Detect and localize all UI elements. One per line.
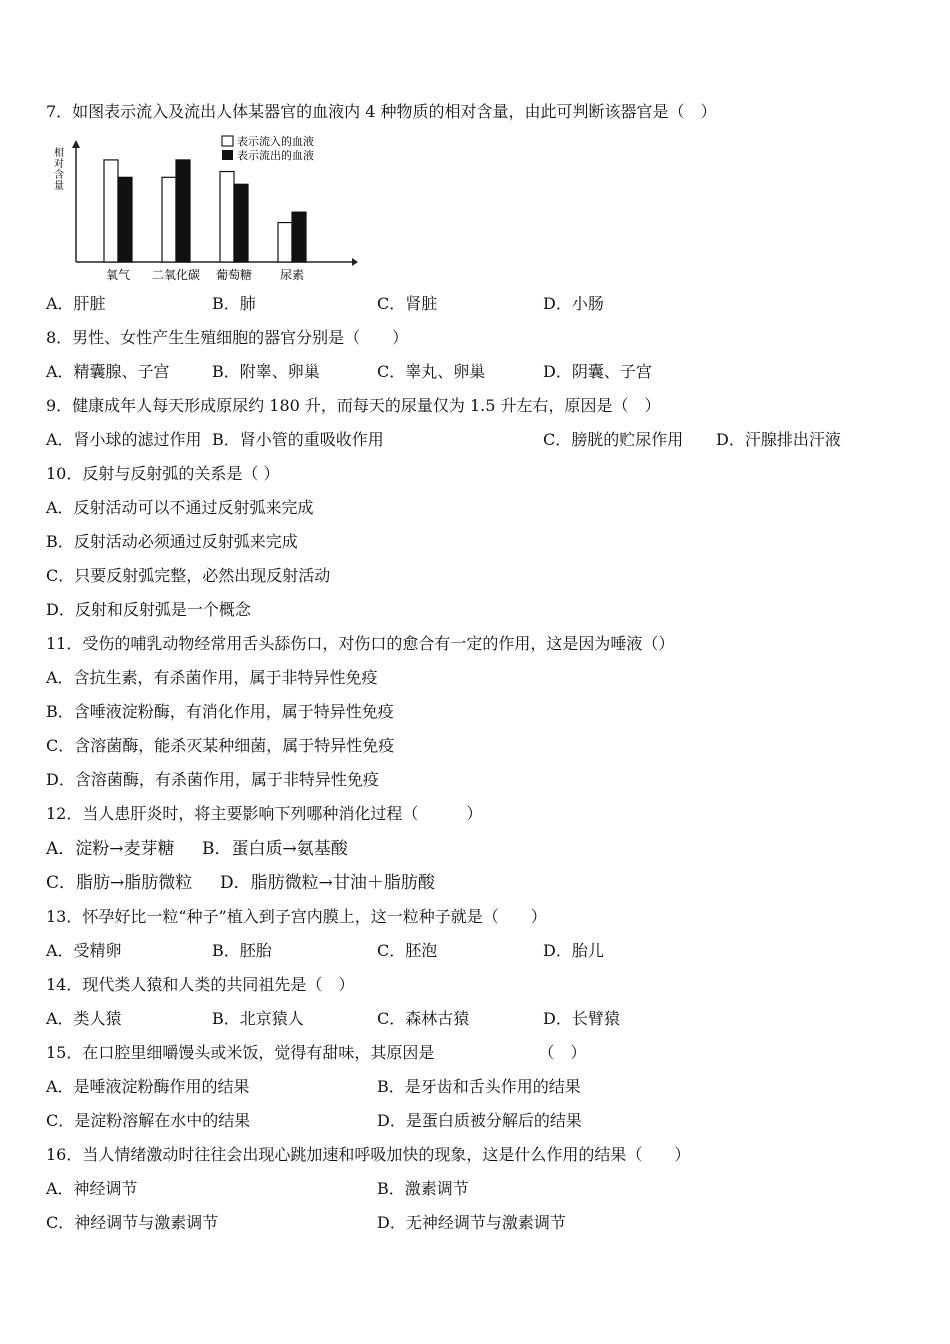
legend-swatch-inflow [222,136,233,146]
q9-option-c[interactable]: C．膀胱的贮尿作用 [543,430,684,449]
q15-option-c[interactable]: C．是淀粉溶解在水中的结果 [46,1111,251,1130]
q12-option-a[interactable]: A．淀粉→麦芽糖 [46,839,175,859]
q11-option-d[interactable]: D．含溶菌酶，有杀菌作用，属于非特异性免疫 [46,770,379,789]
legend-swatch-outflow [222,150,233,160]
x-tick-label: 尿素 [279,268,305,282]
q16-option-a[interactable]: A．神经调节 [46,1179,138,1198]
bar-1-series-0 [162,177,176,262]
q8-stem: 8．男性、女性产生生殖细胞的器官分别是（ ） [46,328,409,347]
q14-option-a[interactable]: A．类人猿 [46,1009,122,1028]
bar-0-series-0 [104,160,118,262]
q16-option-c[interactable]: C．神经调节与激素调节 [46,1213,219,1232]
q14-option-d[interactable]: D．长臂猿 [543,1009,620,1028]
q9-option-a[interactable]: A．肾小球的滤过作用 [46,430,202,449]
q11-option-a[interactable]: A．含抗生素，有杀菌作用，属于非特异性免疫 [46,668,378,687]
q11-stem: 11．受伤的哺乳动物经常用舌头舔伤口，对伤口的愈合有一定的作用，这是因为唾液（） [46,634,675,653]
bar-3-series-0 [278,223,292,262]
q15-option-a[interactable]: A．是唾液淀粉酶作用的结果 [46,1077,250,1096]
bar-3-series-1 [292,212,306,262]
bar-2-series-1 [234,184,248,262]
q12-option-b[interactable]: B．蛋白质→氨基酸 [202,839,348,859]
q11-option-b[interactable]: B．含唾液淀粉酶，有消化作用，属于特异性免疫 [46,702,394,721]
q16-option-d[interactable]: D．无神经调节与激素调节 [377,1213,566,1232]
x-tick-label: 氧气 [105,268,131,282]
q12-option-d[interactable]: D．脂肪微粒→甘油＋脂肪酸 [220,873,435,893]
y-axis-arrow [72,140,80,148]
bar-0-series-1 [118,177,132,262]
bar-1-series-1 [176,160,190,262]
y-axis-label: 相对含量 [54,148,64,192]
x-tick-label: 葡萄糖 [215,268,253,282]
q16-option-b[interactable]: B．激素调节 [377,1179,469,1198]
q8-option-b[interactable]: B．附睾、卵巢 [212,362,320,381]
q12-stem: 12．当人患肝炎时，将主要影响下列哪种消化过程（ ） [46,804,483,823]
q13-stem: 13．怀孕好比一粒“种子”植入到子宫内膜上，这一粒种子就是（ ） [46,907,547,926]
q10-option-d[interactable]: D．反射和反射弧是一个概念 [46,600,251,619]
q9-option-b[interactable]: B．肾小管的重吸收作用 [212,430,384,449]
q8-option-a[interactable]: A．精囊腺、子宫 [46,362,170,381]
q7-option-c[interactable]: C．肾脏 [377,294,438,313]
legend-label-outflow: 表示流出的血液 [237,149,314,162]
bar-2-series-0 [220,172,234,262]
q15-option-b[interactable]: B．是牙齿和舌头作用的结果 [377,1077,581,1096]
q15-option-d[interactable]: D．是蛋白质被分解后的结果 [377,1111,582,1130]
legend-label-inflow: 表示流入的血液 [237,135,314,148]
q13-option-b[interactable]: B．胚胎 [212,941,272,960]
q13-option-c[interactable]: C．胚泡 [377,941,438,960]
q13-option-d[interactable]: D．胎儿 [543,941,604,960]
x-axis-arrow [352,258,358,266]
q7-option-d[interactable]: D．小肠 [543,294,604,313]
q14-option-b[interactable]: B．北京猿人 [212,1009,304,1028]
bar-chart [44,128,360,284]
q12-option-c[interactable]: C．脂肪→脂肪微粒 [46,873,193,893]
q16-stem: 16．当人情绪激动时往往会出现心跳加速和呼吸加快的现象，这是什么作用的结果（ ） [46,1145,691,1164]
q15-stem: 15．在口腔里细嚼馒头或米饭，觉得有甜味，其原因是 （ ） [46,1043,587,1062]
q7-option-b[interactable]: B．肺 [212,294,256,313]
q10-option-c[interactable]: C．只要反射弧完整，必然出现反射活动 [46,566,331,585]
q7-stem: 7．如图表示流入及流出人体某器官的血液内 4 种物质的相对含量，由此可判断该器官是（ ） [46,102,717,121]
q9-option-d[interactable]: D．汗腺排出汗液 [716,430,841,449]
q8-option-c[interactable]: C．睾丸、卵巢 [377,362,486,381]
q13-option-a[interactable]: A．受精卵 [46,941,122,960]
q14-option-c[interactable]: C．森林古猿 [377,1009,470,1028]
q7-option-a[interactable]: A．肝脏 [46,294,106,313]
q9-stem: 9．健康成年人每天形成原尿约 180 升，而每天的尿量仅为 1.5 升左右，原因是（ ） [46,396,661,415]
q10-option-a[interactable]: A．反射活动可以不通过反射弧来完成 [46,498,314,517]
q10-stem: 10．反射与反射弧的关系是（ ） [46,464,280,483]
q8-option-d[interactable]: D．阴囊、子宫 [543,362,652,381]
x-tick-label: 二氧化碳 [151,268,201,282]
q14-stem: 14．现代类人猿和人类的共同祖先是（ ） [46,975,355,994]
q11-option-c[interactable]: C．含溶菌酶，能杀灭某种细菌，属于特异性免疫 [46,736,395,755]
q10-option-b[interactable]: B．反射活动必须通过反射弧来完成 [46,532,298,551]
